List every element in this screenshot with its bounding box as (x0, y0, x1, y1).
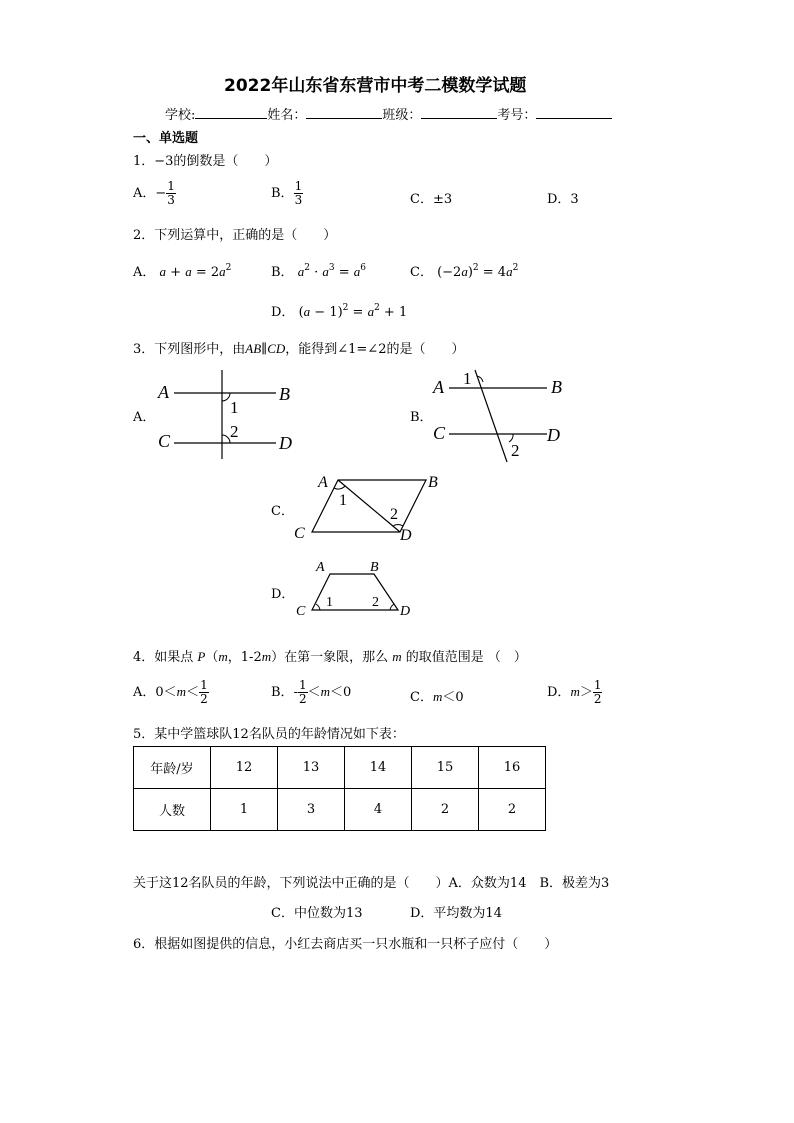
option-label: A． (133, 186, 156, 201)
svg-text:B: B (279, 384, 290, 404)
fraction: $\frac{1}{3}$ (294, 179, 303, 207)
exam-no-label: 考号： (497, 108, 537, 123)
formula: $(a - 1)^2 = a^2 + 1$ (294, 303, 408, 320)
school-label: 学校: (165, 108, 196, 123)
class-label: 班级： (382, 108, 422, 123)
age-table (133, 746, 546, 831)
formula: $a^2 \cdot a^3 = a^6$ (297, 263, 366, 280)
q3-figure-a (150, 365, 310, 465)
q1-stem: 1．−3的倒数是（ ） (133, 154, 278, 169)
table-cell: 4 (345, 789, 412, 831)
svg-text:D: D (400, 527, 412, 544)
q4-option-a[interactable]: A．0＜m＜ $\frac{1}{2}$ (133, 678, 208, 706)
option-label: C． (410, 265, 433, 280)
option-label: D． (547, 685, 571, 700)
q5-option-d[interactable]: D．平均数为14 (410, 906, 502, 921)
table-cell: 16 (479, 747, 546, 789)
q3-option-a-label[interactable]: A． (133, 410, 156, 425)
q2-option-d[interactable] (271, 301, 407, 320)
q3-option-b-label[interactable]: B． (410, 410, 433, 425)
q3-stem: 3．下列图形中，由AB∥CD，能得到∠1=∠2的是（ ） (133, 341, 465, 357)
q2-option-a[interactable] (133, 261, 231, 280)
option-label: A． (133, 265, 156, 280)
svg-text:B: B (551, 377, 562, 397)
name-label: 姓名： (267, 108, 307, 123)
svg-text:D: D (547, 425, 560, 445)
q4-option-b[interactable]: B．- $\frac{1}{2}$ ＜m＜0 (271, 678, 352, 706)
table-header: 人数 (134, 789, 211, 831)
table-cell: 2 (479, 789, 546, 831)
fraction: $\frac{1}{3}$ (167, 179, 175, 207)
table-row (134, 789, 546, 831)
q3-option-c-label[interactable]: C． (271, 504, 294, 519)
table-header: 年龄/岁 (134, 747, 211, 789)
svg-text:B: B (428, 474, 438, 491)
table-cell: 13 (278, 747, 345, 789)
q4-option-d[interactable]: D．m＞ $\frac{1}{2}$ (547, 678, 602, 706)
formula: $(-2a)^2 = 4a^2$ (432, 263, 519, 280)
q5-stem: 5．某中学篮球队12名队员的年龄情况如下表： (133, 727, 405, 742)
svg-text:A: A (433, 377, 444, 397)
svg-text:A: A (318, 474, 328, 491)
q1-option-a[interactable] (133, 180, 176, 207)
svg-text:1: 1 (463, 369, 472, 388)
q2-stem: 2．下列运算中，正确的是（ ） (133, 228, 337, 243)
svg-text:D: D (279, 433, 292, 453)
svg-text:B: B (370, 560, 379, 575)
svg-text:C: C (296, 604, 306, 619)
option-label: B． (271, 685, 294, 700)
option-label: D． (271, 305, 295, 320)
fraction: $\frac{1}{2}$ (200, 678, 208, 706)
q4-stem: 4．如果点 P（m，1-2m）在第一象限，那么 m 的取值范围是 （ ） (133, 649, 527, 665)
svg-text:1: 1 (230, 398, 239, 417)
option-label: B． (271, 186, 294, 201)
option-label: A． (133, 685, 156, 700)
school-blank[interactable] (195, 106, 267, 119)
q5-option-c[interactable]: C．中位数为13 (271, 906, 363, 921)
q3-option-d-label[interactable]: D． (271, 587, 295, 602)
q2-option-b[interactable] (271, 261, 366, 280)
q3-figure-b (425, 366, 575, 466)
svg-text:A: A (316, 560, 325, 575)
svg-text:1: 1 (326, 595, 333, 610)
q3-figure-d (290, 556, 420, 622)
q5-question: 关于这12名队员的年龄，下列说法中正确的是（ ）A．众数为14 B．极差为3 (133, 876, 610, 891)
svg-text:C: C (433, 423, 446, 443)
svg-text:1: 1 (339, 492, 347, 509)
svg-text:2: 2 (511, 441, 520, 460)
svg-text:2: 2 (230, 422, 239, 441)
student-info-line (165, 104, 612, 123)
section-heading: 一、单选题 (133, 131, 199, 146)
table-cell: 1 (211, 789, 278, 831)
fraction: $\frac{1}{2}$ (298, 678, 307, 706)
q6-stem: 6．根据如图提供的信息，小红去商店买一只水瓶和一只杯子应付（ ） (133, 937, 558, 952)
table-cell: 12 (211, 747, 278, 789)
name-blank[interactable] (306, 106, 382, 119)
table-row (134, 747, 546, 789)
table-cell: 14 (345, 747, 412, 789)
q2-option-c[interactable] (410, 261, 518, 280)
table-cell: 3 (278, 789, 345, 831)
option-label: C． (410, 690, 433, 705)
q1-option-c[interactable]: C．±3 (410, 192, 453, 207)
page-title: 2022年山东省东营市中考二模数学试题 (224, 76, 527, 96)
option-label: B． (271, 265, 294, 280)
svg-text:2: 2 (372, 595, 379, 610)
svg-text:D: D (400, 604, 411, 619)
svg-text:A: A (158, 382, 169, 402)
minus-sign: − (155, 186, 167, 201)
table-cell: 2 (412, 789, 479, 831)
fraction: $\frac{1}{2}$ (593, 678, 602, 706)
svg-text:C: C (294, 525, 305, 542)
q1-option-b[interactable] (271, 180, 303, 207)
svg-text:C: C (158, 431, 171, 451)
formula: $a + a = 2a^2$ (159, 263, 232, 280)
class-blank[interactable] (421, 106, 497, 119)
table-cell: 15 (412, 747, 479, 789)
q1-option-d[interactable]: D．3 (547, 192, 579, 207)
exam-no-blank[interactable] (536, 106, 612, 119)
svg-text:2: 2 (390, 506, 398, 523)
q4-option-c[interactable]: C．m＜0 (410, 689, 464, 705)
q3-figure-c (290, 468, 450, 544)
